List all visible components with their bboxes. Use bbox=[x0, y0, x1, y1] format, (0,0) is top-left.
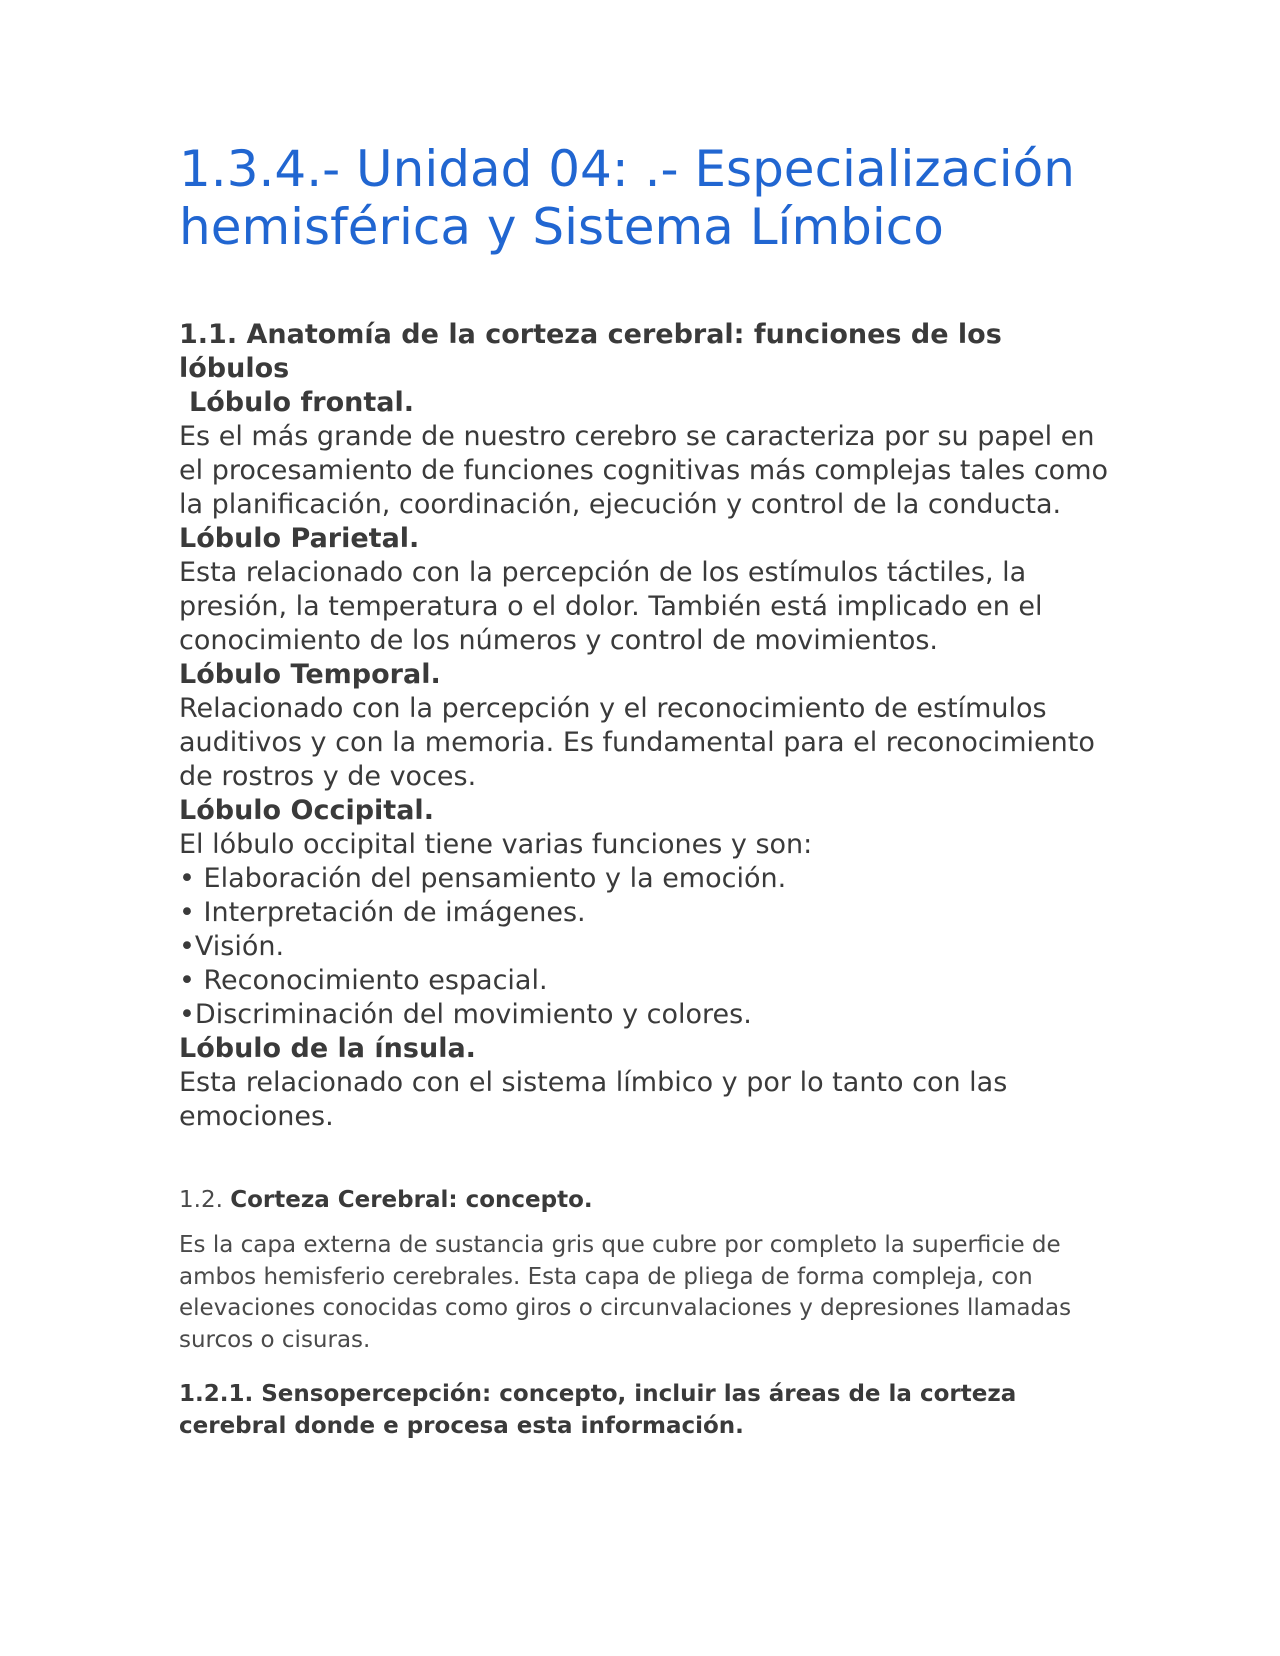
lobe-text-insula: Esta relacionado con el sistema límbico y por lo tanto con las emociones. bbox=[179, 1067, 1008, 1132]
list-item: •Visión. bbox=[179, 931, 285, 962]
section-anatomia bbox=[179, 318, 1119, 1134]
list-item: • Reconocimiento espacial. bbox=[179, 965, 548, 996]
lobe-text-occipital: El lóbulo occipital tiene varias funciones y son: bbox=[179, 829, 813, 860]
lobe-text-frontal: Es el más grande de nuestro cerebro se caracteriza por su papel en el procesamiento de funciones cognitivas más complejas tales como la planificación, coordinación, ejecución y control de la conducta. bbox=[179, 421, 1109, 520]
section-label: Corteza Cerebral: concepto. bbox=[230, 1187, 593, 1213]
document-page bbox=[179, 140, 1119, 1465]
list-item: • Elaboración del pensamiento y la emoción. bbox=[179, 863, 787, 894]
lobe-heading-temporal: Lóbulo Temporal. bbox=[179, 659, 441, 690]
page-title: 1.3.4.- Unidad 04: .- Especialización hemisférica y Sistema Límbico bbox=[179, 140, 1075, 256]
lobe-text-parietal: Esta relacionado con la percepción de los estímulos táctiles, la presión, la temperatura o el dolor. También está implicado en el conocimiento de los números y control de movimientos. bbox=[179, 557, 1043, 656]
section-number: 1.2. bbox=[179, 1187, 223, 1213]
section-corteza-text: Es la capa externa de sustancia gris que cubre por completo la superficie de ambos hemisferio cerebrales. Esta capa de pliega de forma compleja, con elevaciones conocidas como giros o circunvalaciones y depresiones llamadas surcos o cisuras. bbox=[179, 1232, 1072, 1353]
lobe-heading-frontal: Lóbulo frontal. bbox=[189, 387, 414, 418]
list-item: •Discriminación del movimiento y colores. bbox=[179, 999, 752, 1030]
list-item: • Interpretación de imágenes. bbox=[179, 897, 586, 928]
section-sensopercepcion-heading: 1.2.1. Sensopercepción: concepto, incluir las áreas de la corteza cerebral donde e procesa esta información. bbox=[179, 1381, 1017, 1439]
lobe-heading-insula: Lóbulo de la ínsula. bbox=[179, 1033, 476, 1064]
section-corteza-heading bbox=[179, 1184, 1119, 1216]
section-heading: 1.1. Anatomía de la corteza cerebral: funciones de los lóbulos bbox=[179, 319, 1002, 384]
lobe-text-temporal: Relacionado con la percepción y el reconocimiento de estímulos auditivos y con la memoria. Es fundamental para el reconocimiento de rostros y de voces. bbox=[179, 693, 1095, 792]
lobe-heading-occipital: Lóbulo Occipital. bbox=[179, 795, 434, 826]
lobe-heading-parietal: Lóbulo Parietal. bbox=[179, 523, 420, 554]
